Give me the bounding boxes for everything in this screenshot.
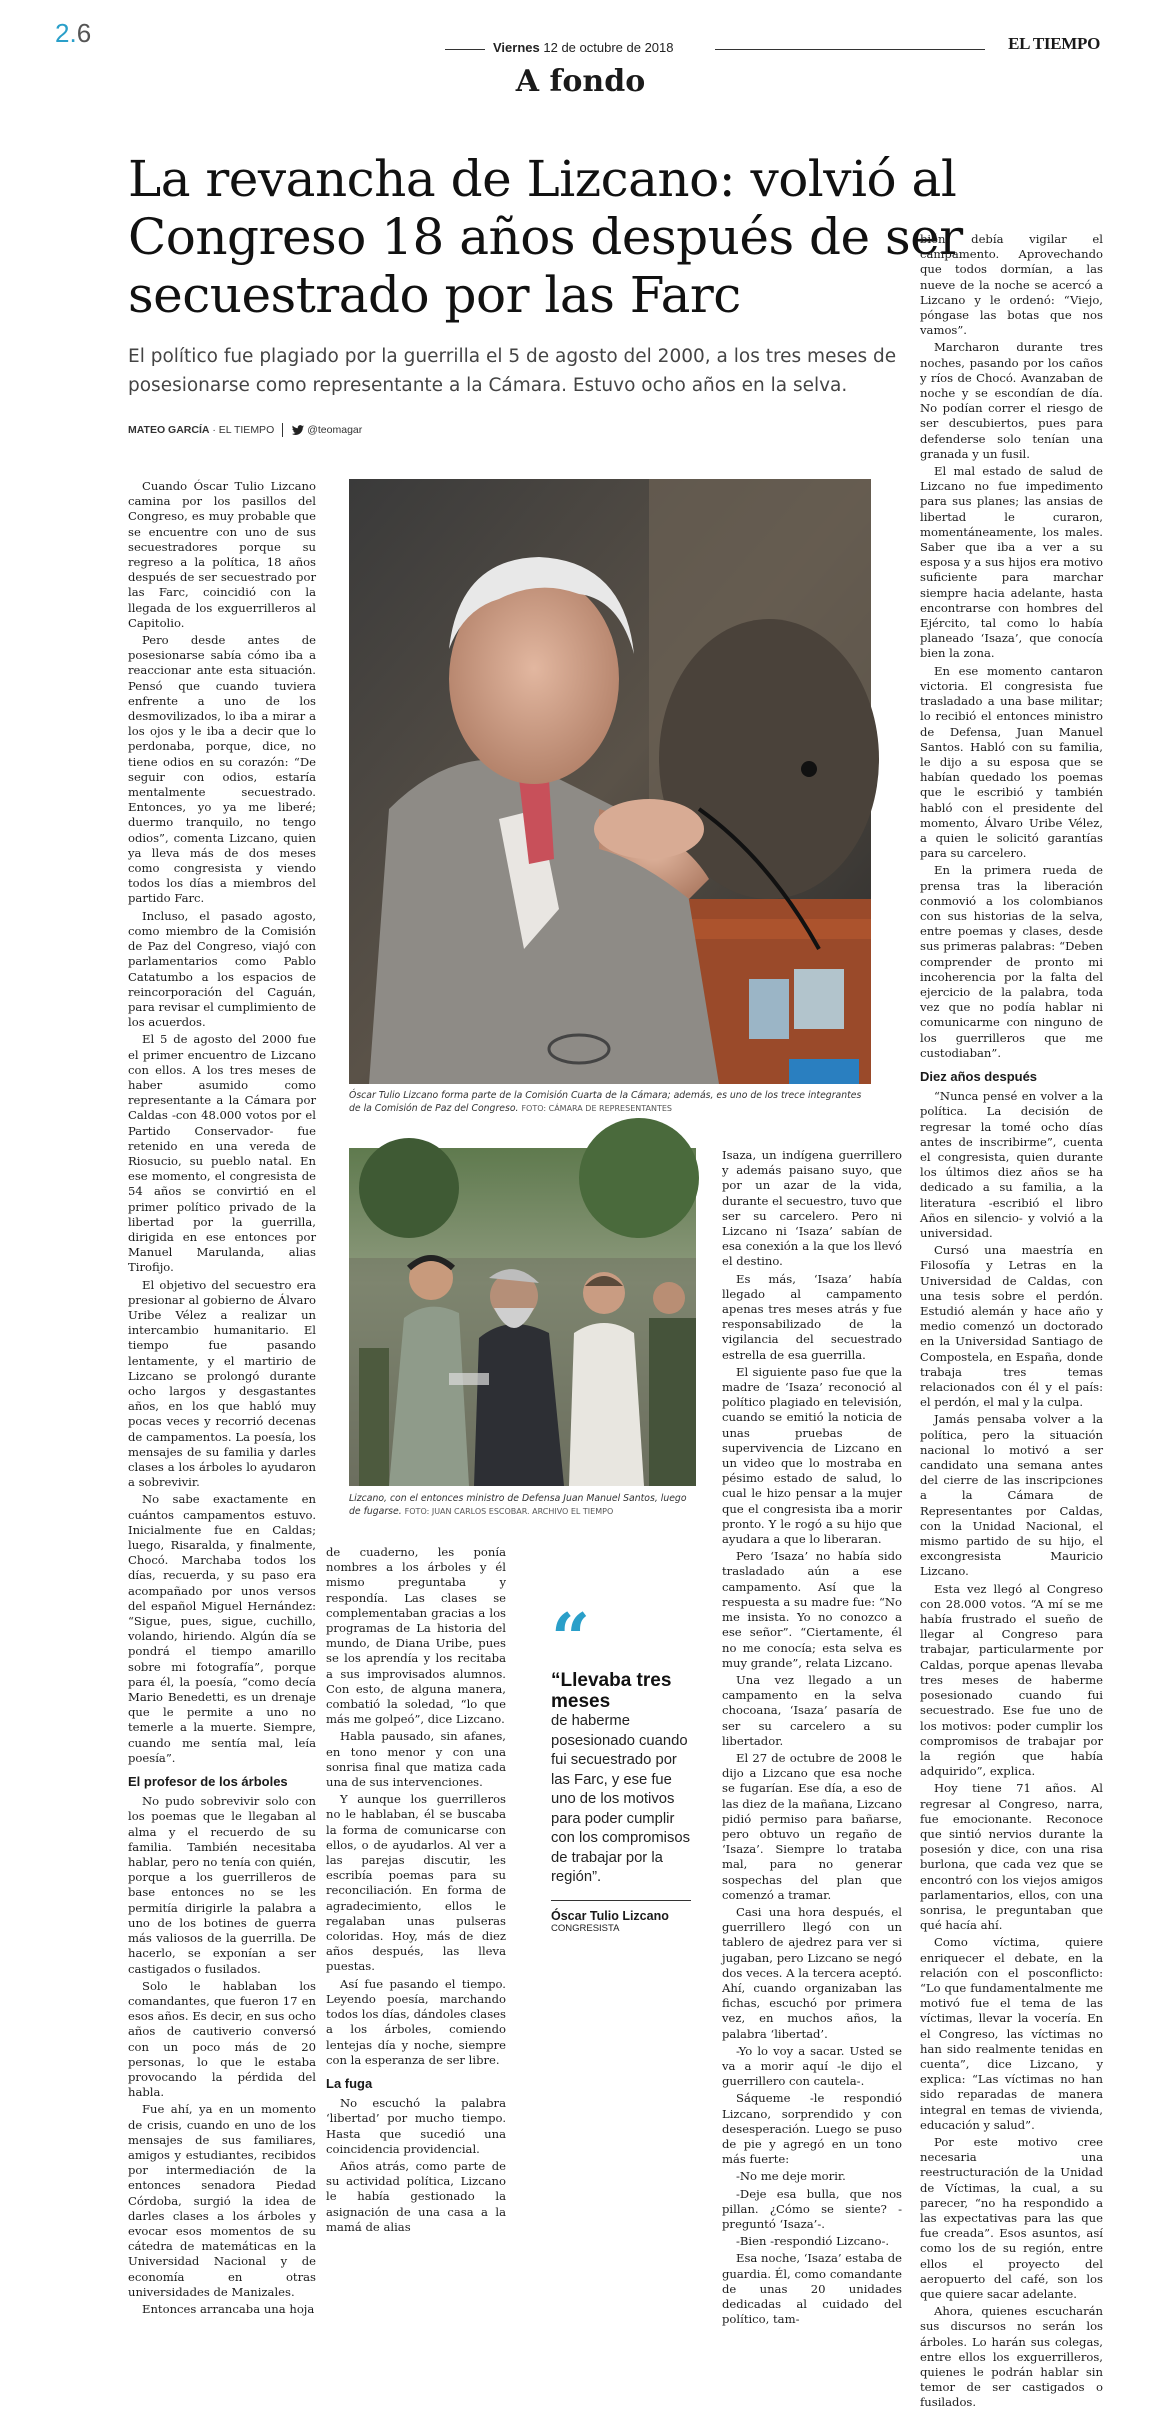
paragraph: Por este motivo cree necesaria una reestructuración de la Unidad de Víctimas, la cual, a su parecer, “no ha respondido a las expectativas para las que fue creada”. Esos asuntos, así como los de su región, entre ellos el proyecto del aeropuerto del café, son los que quiere sacar adelante. — [920, 2134, 1103, 2302]
twitter-icon — [291, 425, 305, 436]
second-photo — [349, 1148, 696, 1486]
paragraph: -Bien -respondió Lizcano-. — [736, 2234, 890, 2249]
paragraph: Incluso, el pasado agosto, como miembro de la Comisión de Paz del Congreso, viajó con parlamentarios como Pablo Catatumbo a los espacios de reincorporación del Caguán, para revisar el cumplimiento de los acuerdos. — [128, 908, 316, 1030]
paragraph: Esta vez llegó al Congreso con 28.000 votos. “A mí se me había frustrado el sueño de llegar al Congreso para trabajar, particularmente por Caldas, porque apenas llevaba tres meses de haberme posesionado cuando fui secuestrado. Ese fue uno de los motivos: poder cumplir los compromisos de trabajar por la región que había adquirido”, explica. — [920, 1581, 1103, 1779]
quote-icon: “ — [551, 1599, 591, 1679]
paragraph: Entonces arrancaba una hoja — [142, 2301, 315, 2316]
paragraph: Una vez llegado a un campamento en la selva chocoana, ‘Isaza’ pasaría de ser su carcelero a su libertador. — [722, 1672, 902, 1748]
paragraph: Cuando Óscar Tulio Lizcano camina por los pasillos del Congreso, es muy probable que se encuentre con uno de sus secuestradores porque su regreso a la política, 18 años después de ser secuestrado por las Farc, coincidió con la llegada de los exguerrilleros al Capitolio. — [128, 479, 316, 630]
paragraph: Casi una hora después, el guerrillero llegó con un tablero de ajedrez para ver si jugaban, pero Lizcano se negó dos veces. A la tercera aceptó. Ahí, cuando organizaban las fichas, escuchó por primera vez, en muchos años, la palabra ‘libertad’. — [722, 1904, 902, 2041]
main-photo-caption — [349, 1090, 871, 1115]
main-caption-text: Óscar Tulio Lizcano forma parte de la Comisión Cuarta de la Cámara; además, es uno de los trece integrantes de la Comisión de Paz del Congreso. — [349, 1090, 862, 1114]
paragraph: de cuaderno, les ponía nombres a los árboles y él mismo preguntaba y respondía. Las clases se complementaban gracias a los programas de La historia del mundo, de Diana Uribe, pues se los aprendía y los recitaba a sus improvisados alumnos. Con esto, de alguna manera, combatió la soledad, “lo que más me golpeó”, dice Lizcano. — [326, 1545, 506, 1727]
paragraph: Esa noche, ‘Isaza’ estaba de guardia. Él, como comandante de unas 20 unidades dedicadas al cuidado del político, tam- — [722, 2251, 902, 2327]
date-rest: 12 de octubre de 2018 — [543, 40, 674, 55]
pull-quote — [551, 1599, 696, 1934]
paragraph: El mal estado de salud de Lizcano no fue impedimento para sus planes; las ansias de libertad le curaron, momentáneamente, los males. Saber que iba a ver a su esposa y a sus hijos era motivo suficiente para marchar siempre hacia adelante, hasta encontrarse con hombres del Ejército, tal como lo había planeado ‘Isaza’, que conocía bien la zona. — [920, 464, 1103, 661]
byline-outlet: · EL TIEMPO — [209, 423, 275, 436]
date-day: Viernes — [493, 40, 540, 55]
paragraph: Pero ‘Isaza’ no había sido trasladado aún a ese campamento. Así que la respuesta a su madre fue: “No me insista. Yo no conozco a ese señor”. “Ciertamente, él no me conocía; esta selva es muy grande”, relata Lizcano. — [722, 1549, 902, 1670]
paragraph: No escuchó la palabra ‘libertad’ por mucho tiempo. Hasta que sucedió una coincidencia providencial. — [326, 2096, 506, 2156]
dateline — [493, 40, 673, 55]
paragraph: Así fue pasando el tiempo. Leyendo poesía, marchando todos los días, dándoles clases a los árboles, comiendo lentejas día y noche, siempre con la esperanza de ser libre. — [326, 1976, 506, 2067]
column-1 — [128, 479, 316, 2316]
paragraph: Isaza, un indígena guerrillero y además paisano suyo, que por un azar de la vida, durante el secuestro, tuvo que ser su carcelero. Pero ni Lizcano ni ‘Isaza’ sabían de esa conexión a la que los llevó el destino. — [722, 1148, 902, 1269]
pull-quote-lead: “Llevaba tres meses — [551, 1670, 672, 1712]
byline — [128, 423, 362, 437]
paragraph: El siguiente paso fue que la madre de ‘Isaza’ reconoció al político plagiado en televisión, cuando se emitió la noticia de unas pruebas de supervivencia de Lizcano en un video que lo mostraba en pésimo estado de salud, lo cual le hizo pensar a la mujer que el congresista iba a morir pronto. Y le rogó a su hijo que ayudara a que lo liberaran. — [722, 1364, 902, 1547]
second-photo-caption — [349, 1493, 696, 1518]
subhead-diez-anos: Diez años después — [920, 1068, 1038, 1084]
main-photo-image — [349, 479, 871, 1084]
page-header — [55, 18, 1100, 55]
paragraph: Como víctima, quiere enriquecer el debate, en la relación con el posconflicto: “Lo que fundamentalmente me motivó fue el tema de las víctimas, llevar la vocería. En el Congreso, las víctimas no han sido realmente tenidas en cuenta”, dice Lizcano, y explica: “Las víctimas no han sido reparadas de manera integral en temas de vivienda, educación y salud”. — [920, 1935, 1103, 2132]
paragraph: Jamás pensaba volver a la política, pero la situación nacional lo motivó a ser candidato una semana antes del cierre de las inscripciones a la Cámara de Representantes por Caldas, con la Unidad Nacional, el mismo partido de su hijo, el excongresista Mauricio Lizcano. — [920, 1412, 1103, 1579]
byline-twitter: @teomagar — [307, 423, 363, 436]
paragraph: El 27 de octubre de 2008 le dijo a Lizcano que esa noche se fugarían. Ese día, a eso de las diez de la mañana, Lizcano pidió permiso para bañarse, pero obtuvo un regaño de ‘Isaza’. Siempre lo trataba mal, para no generar sospechas del plan que comenzó a tramar. — [722, 1750, 902, 1902]
paragraph: Solo le hablaban los comandantes, que fueron 17 en esos años. Es decir, en sus ocho años de cautiverio conversó con un poco más de 20 personas, lo que le estaba provocando la pérdida del habla. — [128, 1978, 316, 2100]
paragraph: bién debía vigilar el campamento. Aprovechando que todos dormían, a las nueve de la noche se acercó a Lizcano y le ordenó: “Viejo, póngase las botas que nos vamos”. — [920, 232, 1103, 338]
paragraph: El objetivo del secuestro era presionar al gobierno de Álvaro Uribe Vélez a realizar un intercambio humanitario. El tiempo fue pasando lentamente, y el martirio de Lizcano se prolongó durante ocho largos y desgastantes años, en los que habló muy pocas veces y recorrió decenas de campamentos. La poesía, los mensajes de su familia y darles clases a los árboles lo ayudaron a sobrevivir. — [128, 1277, 316, 1490]
second-caption-text: Lizcano, con el entonces ministro de Defensa Juan Manuel Santos, luego de fugarse. — [349, 1493, 687, 1517]
pull-quote-name: Óscar Tulio Lizcano — [551, 1908, 669, 1923]
paragraph: -Yo lo voy a sacar. Usted se va a morir aquí -le dijo el guerrillero con cautela-. — [722, 2043, 902, 2089]
column-3 — [722, 1148, 902, 2327]
paragraph: Años atrás, como parte de su actividad política, Lizcano le había gestionado la asignación de una casa a la mamá de alias — [326, 2158, 506, 2234]
paragraph: Hoy tiene 71 años. Al regresar al Congreso, narra, fue emocionante. Reconoce que sintió nervios durante la posesión y dice, con una risa burlona, que cada vez que se encontró con los viejos amigos parlamentarios, ellos, con una sonrisa, le preguntaban que qué hacía ahí. — [920, 1781, 1103, 1933]
paragraph: Marcharon durante tres noches, pasando por los caños y ríos de Chocó. Avanzaban de noche y se escondían de día. No podían correr el riesgo de ser descubiertos, pues para defenderse solo tenían una granada y un fusil. — [920, 340, 1103, 461]
page-number-main: 2. — [55, 18, 77, 48]
paragraph: Cursó una maestría en Filosofía y Letras en la Universidad de Caldas, con una tesis sobre el perdón. Estudió alemán y hace año y medio comenzó un doctorado en la Universidad Santiago de Compostela, en España, donde trabaja tres temas relacionados con él y el país: el perdón, el mal y la culpa. — [920, 1243, 1103, 1410]
second-caption-credit: FOTO: JUAN CARLOS ESCOBAR. ARCHIVO EL TIEMPO — [404, 1506, 614, 1516]
header-rule-right — [715, 49, 985, 50]
section-title: A fondo — [515, 64, 646, 99]
deck: El político fue plagiado por la guerrilla el 5 de agosto del 2000, a los tres meses de posesionarse como representante a la Cámara. Estuvo ocho años en la selva. — [128, 346, 897, 396]
byline-author: MATEO GARCÍA — [128, 423, 210, 436]
brand-logo: EL TIEMPO — [1008, 34, 1100, 53]
page-number-sub: 6 — [76, 18, 92, 48]
pull-quote-role: CONGRESISTA — [551, 1922, 620, 1934]
column-2 — [326, 1545, 506, 2234]
paragraph: Y aunque los guerrilleros no le hablaban, él se buscaba la forma de comunicarse con ellos, o de ayudarlos. Al ver a las parejas discutir, les escribía poemas para su reconciliación. En forma de agradecimiento, ellos le regalaban unas pulseras coloridas. Hoy, más de diez años después, las lleva puestas. — [326, 1792, 506, 1974]
paragraph: El 5 de agosto del 2000 fue el primer encuentro de Lizcano con ellos. A los tres meses de haber asumido como representante a la Cámara por Caldas -con 48.000 votos por el Partido Conservador- fue retenido en una vereda de Riosucio, su pueblo natal. En ese momento, el congresista de 54 años se convirtió en el primer político privado de la libertad por la guerrilla, dirigida en ese entonces por Manuel Marulanda, alias Tirofijo. — [128, 1032, 316, 1275]
headline: La revancha de Lizcano: volvió al Congreso 18 años después de ser secuestrado por las Farc — [128, 150, 963, 324]
paragraph: Ahora, quienes escucharán sus discursos no serán los árboles. Lo harán sus colegas, entre ellos los exguerrilleros, quienes le podrán hablar sin temor de ser castigados o fusilados. — [920, 2304, 1103, 2410]
paragraph: No pudo sobrevivir solo con los poemas que le llegaban al alma y el recuerdo de su familia. También necesitaba hablar, pero no tenía con quién, porque a los guerrilleros de base entonces no se les permitía dirigirle la palabra a uno de los botines de guerra más valiosos de la guerrilla. De hacerlo, se exponían a ser castigados o fusilados. — [128, 1794, 316, 1976]
column-4 — [920, 232, 1103, 2410]
paragraph: Sáqueme -le respondió Lizcano, sorprendido y con desesperación. Luego se puso de pie y agregó en un tono más fuerte: — [722, 2091, 902, 2167]
page-number — [55, 18, 91, 49]
subhead-profesor: El profesor de los árboles — [128, 1774, 288, 1790]
main-photo — [349, 479, 871, 1084]
paragraph: -No me deje morir. — [736, 2169, 846, 2184]
paragraph: -Deje esa bulla, que nos pillan. ¿Cómo se siente? -preguntó ‘Isaza’-. — [722, 2186, 902, 2232]
second-photo-image — [349, 1148, 696, 1486]
paragraph: En la primera rueda de prensa tras la liberación conmovió a los colombianos con sus historias de la selva, entre poemas y clases, desde sus primeras palabras: “Deben comprender de pronto mi incoherencia por la falta del ejercicio de la palabra, toda vez que no podía hablar ni comunicarme con ninguno de los guerrilleros que me custodiaban”. — [920, 863, 1103, 1060]
paragraph: En ese momento cantaron victoria. El congresista fue trasladado a una base militar; lo recibió el entonces ministro de Defensa, Juan Manuel Santos. Habló con su familia, le dijo a su esposa que se habían quedado los poemas que le escribió y también habló con el presidente del momento, Álvaro Uribe Vélez, a quien le solicitó garantías para su carcelero. — [920, 663, 1103, 861]
pull-quote-rule — [551, 1900, 691, 1901]
paragraph: “Nunca pensé en volver a la política. La decisión de regresar la tomé ocho días antes de inscribirme”, cuenta el congresista, quien durante los últimos diez años se ha dedicado a su familia, a la literatura -escribió el libro Años en silencio- y volvió a la universidad. — [920, 1089, 1103, 1240]
pull-quote-body: de haberme posesionado cuando fui secuestrado por las Farc, y ese fue uno de los motivos para poder cumplir con los compromisos de trabajar por la región”. — [551, 1713, 690, 1885]
byline-divider — [282, 423, 283, 437]
paragraph: Habla pausado, sin afanes, en tono menor y con una sonrisa final que matiza cada una de sus intervenciones. — [326, 1729, 506, 1790]
paragraph: Pero desde antes de posesionarse sabía cómo iba a reaccionar ante esta situación. Pensó que cuando tuviera enfrente a uno de los desmovilizados, lo iba a mirar a los ojos y le iba a decir que lo perdonaba, porque, dice, no tiene odios en su corazón: “De seguir con odios, estaría mentalmente secuestrado. Entonces, yo ya me liberé; duermo tranquilo, no tengo odios”, comenta Lizcano, quien ya lleva más de dos meses como congresista y viendo todos los días a miembros del partido Farc. — [128, 633, 316, 906]
subhead-fuga: La fuga — [326, 2075, 373, 2091]
main-caption-credit: FOTO: CÁMARA DE REPRESENTANTES — [521, 1103, 672, 1113]
paragraph: Fue ahí, ya en un momento de crisis, cuando en uno de los mensajes de sus familiares, amigos y estudiantes, recibidos por intermediación de la entonces senadora Piedad Córdoba, surgió la idea de darles clases a los árboles y evocar esos momentos de su cátedra de matemáticas en la Universidad Nacional y de economía en otras universidades de Manizales. — [128, 2102, 316, 2299]
paragraph: Es más, ‘Isaza’ había llegado al campamento apenas tres meses atrás y fue responsabilizado de la vigilancia del secuestrado estrella de esa guerrilla. — [722, 1271, 902, 1362]
header-rule-left — [445, 49, 485, 50]
paragraph: No sabe exactamente en cuántos campamentos estuvo. Inicialmente fue en Caldas; luego, Risaralda, y finalmente, Chocó. Marchaba todos los días, recuerda, y su paso era acompañado por unos versos del español Miguel Hernández: “Sigue, pues, sigue, cuchillo, volando, hiriendo. Algún día se pondrá el tiempo amarillo sobre mi fotografía”, porque para él, la poesía, “como decía Mario Benedetti, es un drenaje que le permite a uno no temerle a la muerte. Siempre, cuando me sentía mal, leía poesía”. — [128, 1492, 316, 1765]
